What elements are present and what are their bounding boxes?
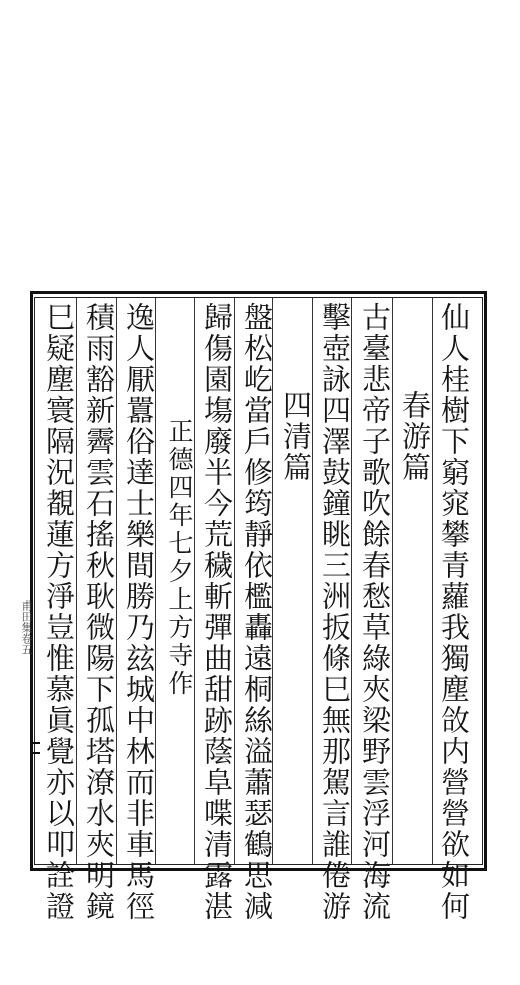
text-column-10: 積雨豁新霽雲石搖秋耿微陽下孤塔潦水夾明鏡 (82, 302, 116, 922)
section-title-four-clear: 四清篇 (279, 390, 313, 483)
column-rule (116, 298, 117, 864)
section-title-spring-excursion: 春游篇 (398, 390, 432, 483)
text-column-1: 仙人桂樹下窮窕攀青蘿我獨塵㪉内營營欲如何 (437, 302, 471, 922)
text-column-3: 古臺悲帝子歌吹餘春愁草綠夾梁野雲浮河海流 (358, 302, 392, 922)
column-rule (76, 298, 77, 864)
margin-book-title: 甫田集卷五 (20, 600, 33, 655)
column-rule (312, 298, 313, 864)
column-rule (234, 298, 235, 864)
text-column-7: 歸傷園塲廢半今荒穢斬彈曲甜跡蔭阜喋清露湛 (200, 302, 234, 922)
text-column-9: 逸人厭囂俗達士樂間勝乃玆城中林而非車馬徑 (122, 302, 156, 922)
text-column-6: 盤松屹當戶修筠靜依檻轟遠桐絲溢蕭瑟鶴思減 (240, 302, 274, 922)
text-column-11: 巳疑塵寰隔況覩蓮方淨豈惟慕眞覺亦以叩詮證 (42, 302, 76, 922)
column-rule (392, 298, 393, 864)
text-column-4: 擊壺詠四澤鼓鐘眺三洲扳條巳無那駕言誰倦游 (318, 302, 352, 922)
column-rule (432, 298, 433, 864)
poem-heading-date: 正德四年七夕上方寺作 (165, 418, 194, 698)
